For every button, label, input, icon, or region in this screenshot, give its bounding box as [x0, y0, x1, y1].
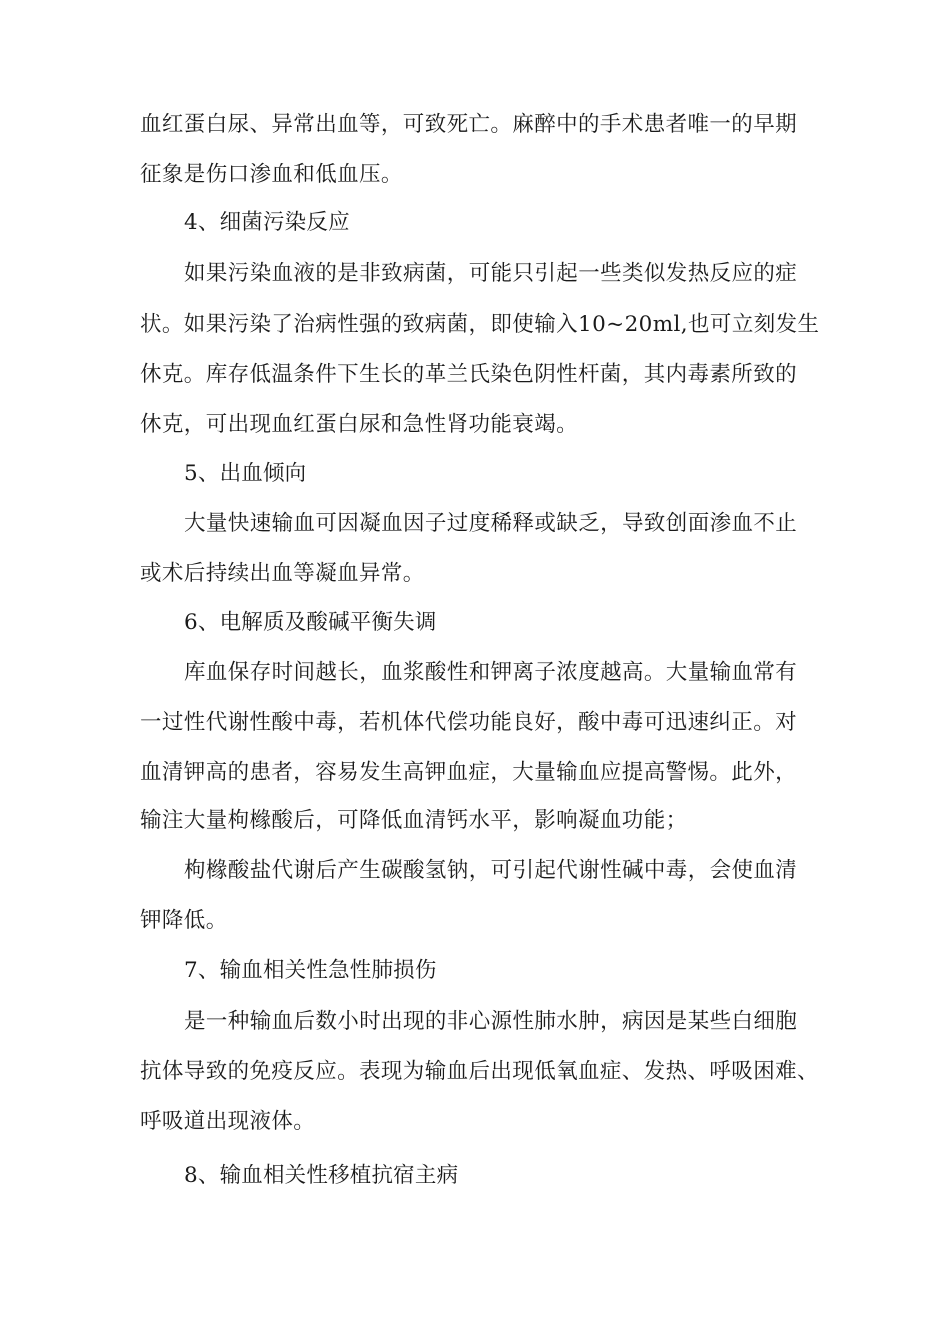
paragraph-line: 或术后持续出血等凝血异常。 — [140, 561, 425, 586]
paragraph-line: 呼吸道出现液体。 — [140, 1109, 316, 1134]
section-heading: 7、输血相关性急性肺损伤 — [184, 958, 437, 983]
paragraph-line: 一过性代谢性酸中毒，若机体代偿功能良好，酸中毒可迅速纠正。对 — [140, 710, 798, 735]
paragraph-line: 征象是伤口渗血和低血压。 — [140, 162, 403, 187]
paragraph-line: 如果污染血液的是非致病菌，可能只引起一些类似发热反应的症 — [184, 261, 798, 286]
paragraph-line: 库血保存时间越长，血浆酸性和钾离子浓度越高。大量输血常有 — [184, 660, 798, 685]
section-heading: 6、电解质及酸碱平衡失调 — [184, 610, 437, 635]
paragraph-line: 是一种输血后数小时出现的非心源性肺水肿，病因是某些白细胞 — [184, 1009, 798, 1034]
section-heading: 8、输血相关性移植抗宿主病 — [184, 1163, 459, 1188]
section-heading: 5、出血倾向 — [184, 461, 307, 486]
paragraph-line: 休克。库存低温条件下生长的革兰氏染色阴性杆菌，其内毒素所致的 — [140, 362, 798, 387]
section-heading: 4、细菌污染反应 — [184, 210, 350, 235]
paragraph-line: 钾降低。 — [140, 908, 228, 933]
paragraph-line: 抗体导致的免疫反应。表现为输血后出现低氧血症、发热、呼吸困难、 — [140, 1059, 819, 1084]
paragraph-line: 大量快速输血可因凝血因子过度稀释或缺乏，导致创面渗血不止 — [184, 511, 798, 536]
paragraph-line: 状。如果污染了治病性强的致病菌，即使输入10~20ml,也可立刻发生 — [140, 312, 820, 337]
paragraph-line: 血清钾高的患者，容易发生高钾血症，大量输血应提高警惕。此外， — [140, 760, 798, 785]
paragraph-line: 枸橼酸盐代谢后产生碳酸氢钠，可引起代谢性碱中毒，会使血清 — [184, 858, 798, 883]
paragraph-line: 血红蛋白尿、异常出血等，可致死亡。麻醉中的手术患者唯一的早期 — [140, 112, 798, 137]
paragraph-line: 输注大量枸橼酸后，可降低血清钙水平，影响凝血功能； — [140, 808, 688, 833]
paragraph-line: 休克，可出现血红蛋白尿和急性肾功能衰竭。 — [140, 412, 579, 437]
